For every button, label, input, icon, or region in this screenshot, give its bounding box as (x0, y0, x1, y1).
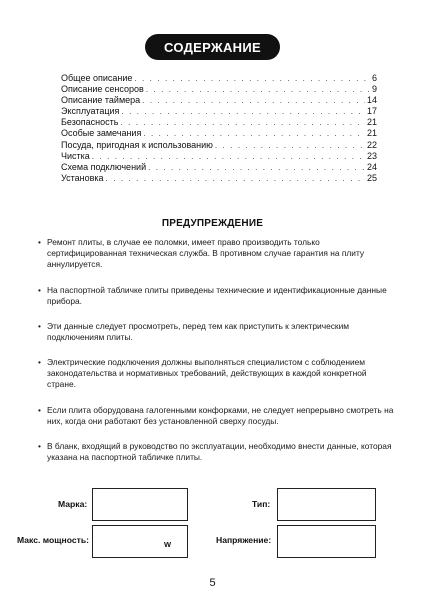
toc-page: 22 (366, 139, 377, 150)
toc-item (61, 95, 377, 106)
brand-field[interactable] (92, 488, 188, 521)
toc-label: Особые замечания (61, 128, 142, 139)
bullet-dot: • (38, 285, 41, 295)
toc-item (61, 73, 377, 84)
toc-page: 17 (366, 106, 377, 117)
page-number: 5 (209, 577, 216, 589)
toc-leader (120, 117, 365, 128)
warning-item (38, 441, 397, 463)
toc-leader (142, 95, 365, 106)
toc-item (61, 128, 377, 139)
warning-text: Ремонт плиты, в случае ее поломки, имеет право производить только сертифицированная техническая служба. В противном случае гарантия на плиту аннулируется. (47, 237, 365, 270)
toc-page: 6 (371, 73, 377, 83)
toc-label: Безопасность (61, 117, 119, 128)
toc-item (61, 173, 377, 184)
toc-page: 23 (366, 150, 377, 161)
contents-title-text: СОДЕРЖАНИЕ (164, 39, 261, 55)
warning-text: Эти данные следует просмотреть, перед тем как приступить к электрическим подключениям плиты. (47, 321, 350, 343)
toc-item (61, 84, 377, 95)
bullet-dot: • (38, 321, 41, 331)
toc-leader (143, 128, 365, 139)
bullet-dot: • (38, 237, 41, 247)
toc-item (61, 106, 377, 117)
toc-item (61, 151, 377, 162)
toc-page: 25 (366, 172, 377, 183)
warning-item (38, 357, 382, 391)
toc-item (61, 162, 377, 173)
toc-page: 21 (366, 117, 377, 128)
toc-leader (134, 73, 370, 84)
contents-title (145, 34, 280, 60)
toc-page: 9 (371, 84, 377, 95)
power-unit: W (164, 540, 172, 549)
toc-leader (148, 162, 365, 173)
toc-leader (121, 106, 365, 117)
warning-item (38, 237, 392, 271)
warning-item (38, 285, 397, 307)
toc-leader (146, 84, 370, 95)
power-field[interactable] (92, 525, 188, 558)
bullet-dot: • (38, 405, 41, 415)
type-label: Тип: (252, 499, 271, 509)
warning-heading: ПРЕДУПРЕЖДЕНИЕ (161, 218, 264, 229)
voltage-label: Напряжение: (216, 535, 272, 545)
toc-leader (215, 140, 365, 151)
warning-text: В бланк, входящий в руководство по эксплуатации, необходимо внести данные, которая указана на паспортной табличке плиты. (47, 441, 392, 463)
warning-item (38, 405, 397, 427)
toc-page: 14 (366, 95, 377, 106)
warning-text: Электрические подключения должны выполняться специалистом с соблюдением законодательства и нормативных требований, действующих в каждой конкретной стране. (47, 357, 367, 390)
bullet-dot: • (38, 357, 41, 367)
table-of-contents (61, 73, 377, 184)
brand-label: Марка: (58, 499, 88, 509)
toc-label: Описание таймера (61, 95, 141, 106)
warning-text: Если плита оборудована галогенными конфорками, не следует непрерывно смотреть на них, когда они работают без установленной сверху посуды. (47, 405, 394, 427)
toc-leader (106, 173, 365, 184)
voltage-field[interactable] (277, 525, 376, 558)
bullet-dot: • (38, 441, 41, 451)
toc-page: 21 (366, 128, 377, 139)
toc-label: Схема подключений (61, 161, 147, 172)
toc-label: Эксплуатация (61, 106, 120, 117)
warning-item (38, 321, 377, 343)
toc-page: 24 (366, 161, 377, 172)
toc-item (61, 140, 377, 151)
toc-label: Посуда, пригодная к использованию (61, 139, 213, 150)
power-label: Макс. мощность: (17, 535, 89, 545)
toc-label: Общее описание (61, 73, 133, 83)
warning-text: На паспортной табличке плиты приведены технические и идентификационные данные прибора. (47, 285, 387, 307)
toc-item (61, 117, 377, 128)
toc-label: Описание сенсоров (61, 84, 144, 95)
type-field[interactable] (277, 488, 376, 521)
toc-leader (92, 151, 365, 162)
toc-label: Установка (61, 172, 104, 183)
toc-label: Чистка (61, 150, 90, 161)
